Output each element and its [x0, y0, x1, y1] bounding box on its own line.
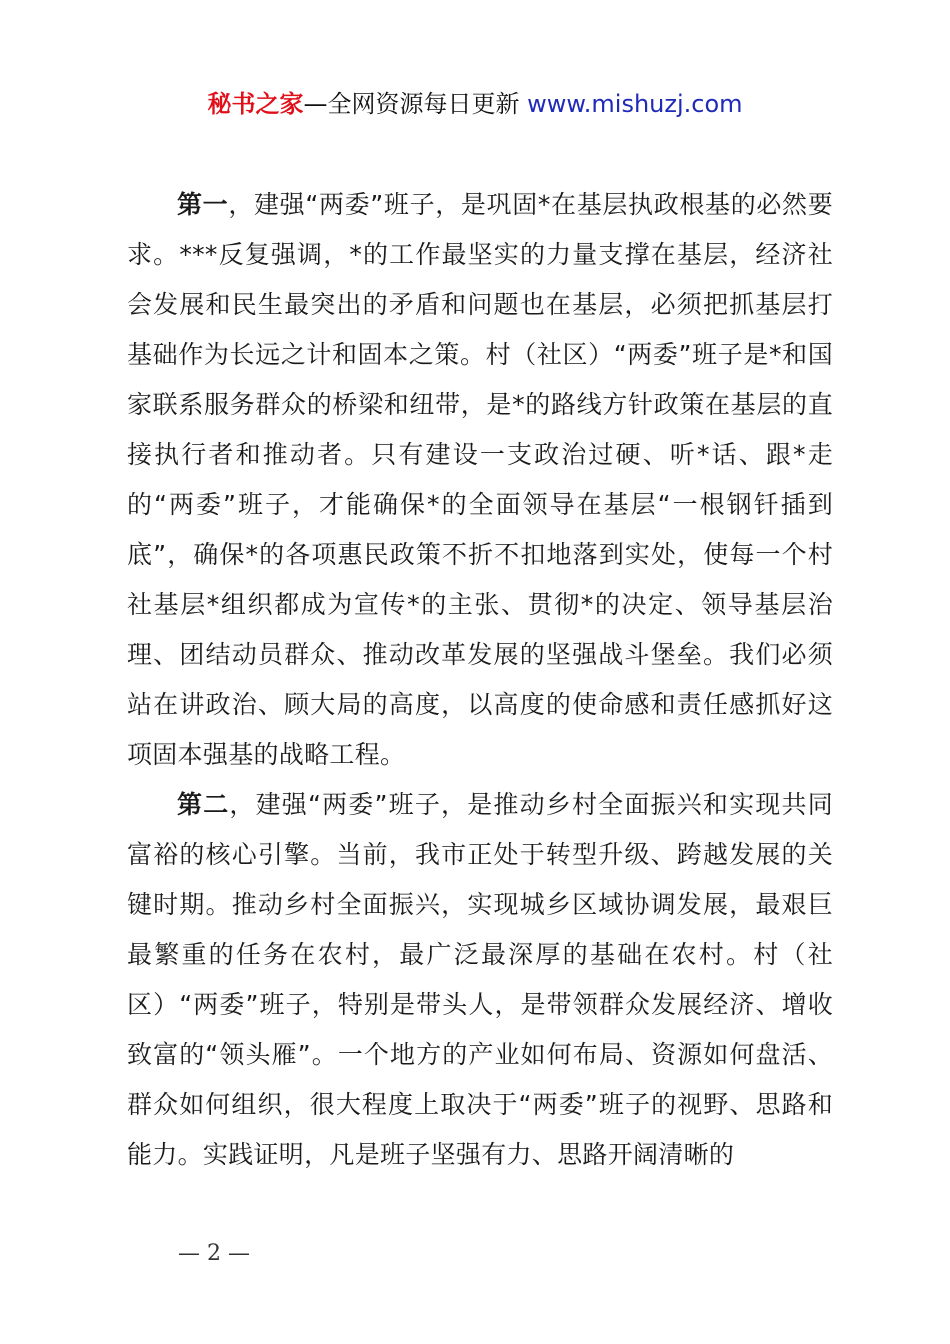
- site-url-link[interactable]: www.mishuzj.com: [527, 90, 743, 118]
- page-number: — 2 —: [178, 1241, 250, 1266]
- paragraph-first: [127, 180, 833, 780]
- paragraph-text: ，建强“两委”班子，是巩固*在基层执政根基的必然要求。***反复强调，*的工作最坚实的力量支撑在基层，经济社会发展和民生最突出的矛盾和问题也在基层，必须把抓基层打基础作为长远之计和固本之策。村（社区）“两委”班子是*和国家联系服务群众的桥梁和纽带，是*的路线方针政策在基层的直接执行者和推动者。只有建设一支政治过硬、听*话、跟*走的“两委”班子，才能确保*的全面领导在基层“一根钢钎插到底”，确保*的各项惠民政策不折不扣地落到实处，使每一个村社基层*组织都成为宣传*的主张、贯彻*的决定、领导基层治理、团结动员群众、推动改革发展的坚强战斗堡垒。我们必须站在讲政治、顾大局的高度，以高度的使命感和责任感抓好这项固本强基的战略工程。: [127, 190, 834, 769]
- site-tagline: —全网资源每日更新: [303, 90, 528, 118]
- paragraph-lead: 第一: [177, 190, 229, 219]
- site-header: [0, 84, 950, 124]
- paragraph-second: [127, 780, 833, 1180]
- paragraph-lead: 第二: [177, 790, 230, 819]
- paragraph-text: ，建强“两委”班子，是推动乡村全面振兴和实现共同富裕的核心引擎。当前，我市正处于转型升级、跨越发展的关键时期。推动乡村全面振兴，实现城乡区域协调发展，最艰巨最繁重的任务在农村，最广泛最深厚的基础在农村。村（社区）“两委”班子，特别是带头人，是带领群众发展经济、增收致富的“领头雁”。一个地方的产业如何布局、资源如何盘活、群众如何组织，很大程度上取决于“两委”班子的视野、思路和能力。实践证明，凡是班子坚强有力、思路开阔清晰的: [127, 790, 833, 1169]
- document-body: [127, 180, 833, 1180]
- site-brand-link[interactable]: 秘书之家: [207, 90, 304, 118]
